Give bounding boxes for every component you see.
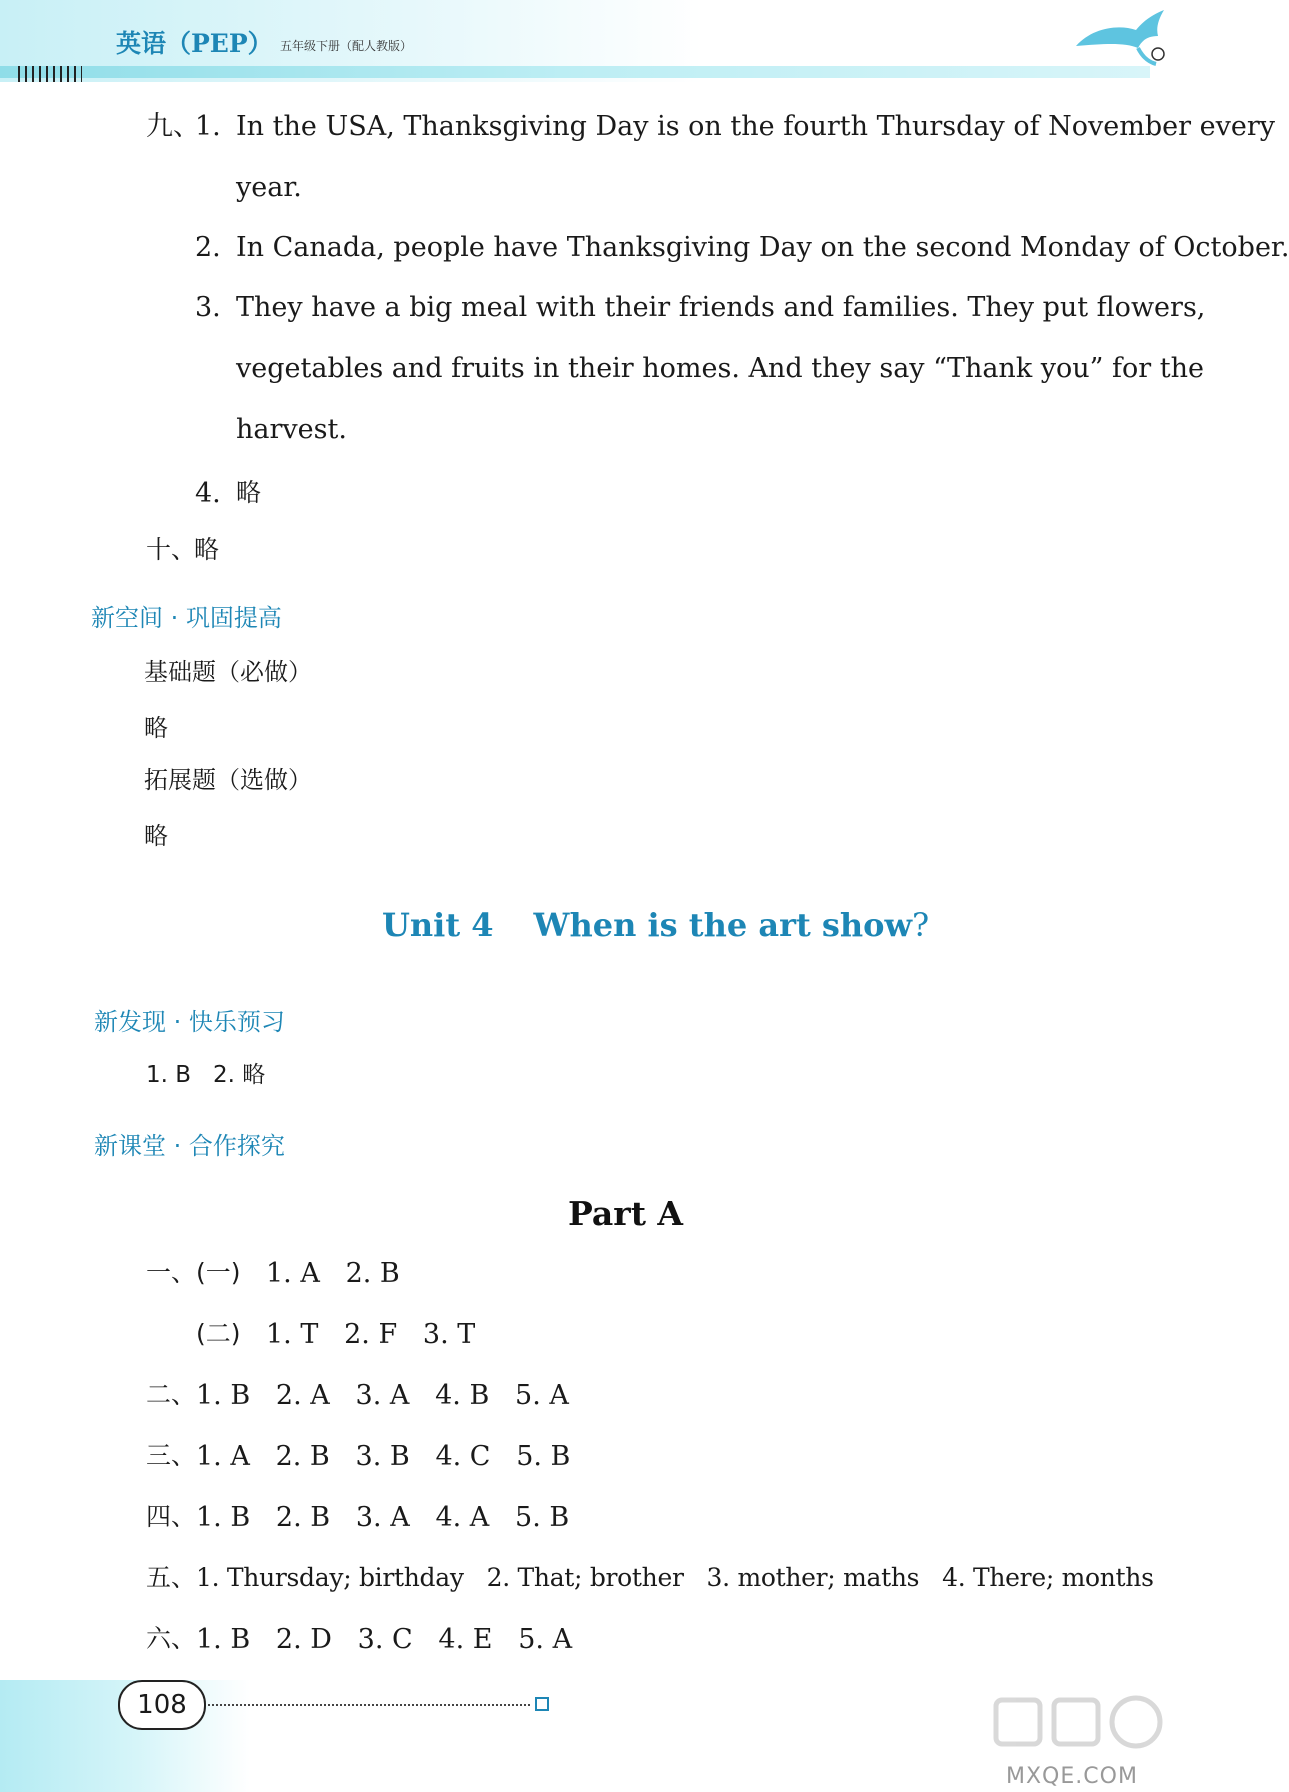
part-a-row-6-label: 五、: [146, 1563, 197, 1592]
part-a-row-1-label: 一、: [146, 1258, 197, 1287]
part-a-row-2-sub: (二): [196, 1319, 241, 1348]
part-a-title: Part A: [568, 1194, 684, 1233]
part-a-row-5-answers: 1. B 2. B 3. A 4. A 5. B: [196, 1502, 570, 1533]
header-ticks: [18, 66, 82, 82]
q9-label: 九、: [146, 111, 200, 142]
part-a-row-3-label: 二、: [146, 1380, 197, 1409]
preview-answers: 1. B 2. 略: [146, 1062, 266, 1088]
q10-answer: 略: [194, 535, 220, 564]
q10-label: 十、: [146, 535, 197, 564]
q9-item-2-line-1: In Canada, people have Thanksgiving Day on the second Monday of October.: [236, 232, 1289, 263]
q9-item-3-line-3: harvest.: [236, 414, 347, 445]
q9-item-3-line-2: vegetables and fruits in their homes. And they say “Thank you” for the: [236, 353, 1205, 384]
part-a-row-3-answers: 1. B 2. A 3. A 4. B 5. A: [196, 1380, 569, 1411]
basic-answer: 略: [144, 714, 168, 742]
part-a-row-2-answers: 1. T 2. F 3. T: [266, 1319, 476, 1350]
unit-title: [382, 906, 929, 944]
page-number: 108: [118, 1680, 206, 1730]
q9-item-3-line-1: They have a big meal with their friends and families. They put flowers,: [236, 292, 1206, 323]
q9-item-4-answer: 略: [236, 478, 262, 507]
q9-item-1-line-1: In the USA, Thanksgiving Day is on the fourth Thursday of November every: [236, 111, 1275, 142]
unit-number: Unit 4: [382, 906, 494, 944]
part-a-row-5-label: 四、: [146, 1502, 197, 1531]
q9-item-4-num: 4.: [195, 478, 221, 509]
q9-item-1-num: 1.: [195, 111, 221, 142]
part-a-row-4-label: 三、: [146, 1441, 197, 1470]
part-a-row-6-answers: 1. Thursday; birthday 2. That; brother 3. mother; maths 4. There; months: [196, 1563, 1154, 1592]
dolphin-logo-icon: [1072, 6, 1168, 68]
extend-label: 拓展题（选做）: [144, 766, 312, 794]
unit-title-text: When is the art show: [533, 906, 913, 944]
q9-item-2-num: 2.: [195, 232, 221, 263]
part-a-row-7-answers: 1. B 2. D 3. C 4. E 5. A: [196, 1624, 573, 1655]
basic-label: 基础题（必做）: [144, 658, 312, 686]
section-preview-title: 新发现 · 快乐预习: [94, 1008, 285, 1036]
part-a-row-4-answers: 1. A 2. B 3. B 4. C 5. B: [196, 1441, 571, 1472]
section-class-title: 新课堂 · 合作探究: [94, 1132, 285, 1160]
part-a-row-1-answers: 1. A 2. B: [266, 1258, 400, 1289]
unit-title-question-mark: ?: [912, 906, 930, 944]
q9-item-1-line-2: year.: [236, 172, 302, 203]
section-consolidate-title: 新空间 · 巩固提高: [91, 604, 282, 632]
part-a-row-1-sub: (一): [196, 1258, 241, 1287]
footer-end-square: [535, 1697, 549, 1711]
footer-dotted-rule: [208, 1704, 530, 1706]
header-subject: 英语（PEP）: [116, 29, 273, 58]
extend-answer: 略: [144, 822, 168, 850]
q9-item-3-num: 3.: [195, 292, 221, 323]
header-rule: [0, 66, 1150, 78]
watermark-text: MXQE.COM: [1006, 1764, 1138, 1789]
header-grade: 五年级下册（配人教版）: [280, 39, 413, 53]
part-a-row-7-label: 六、: [146, 1624, 197, 1653]
